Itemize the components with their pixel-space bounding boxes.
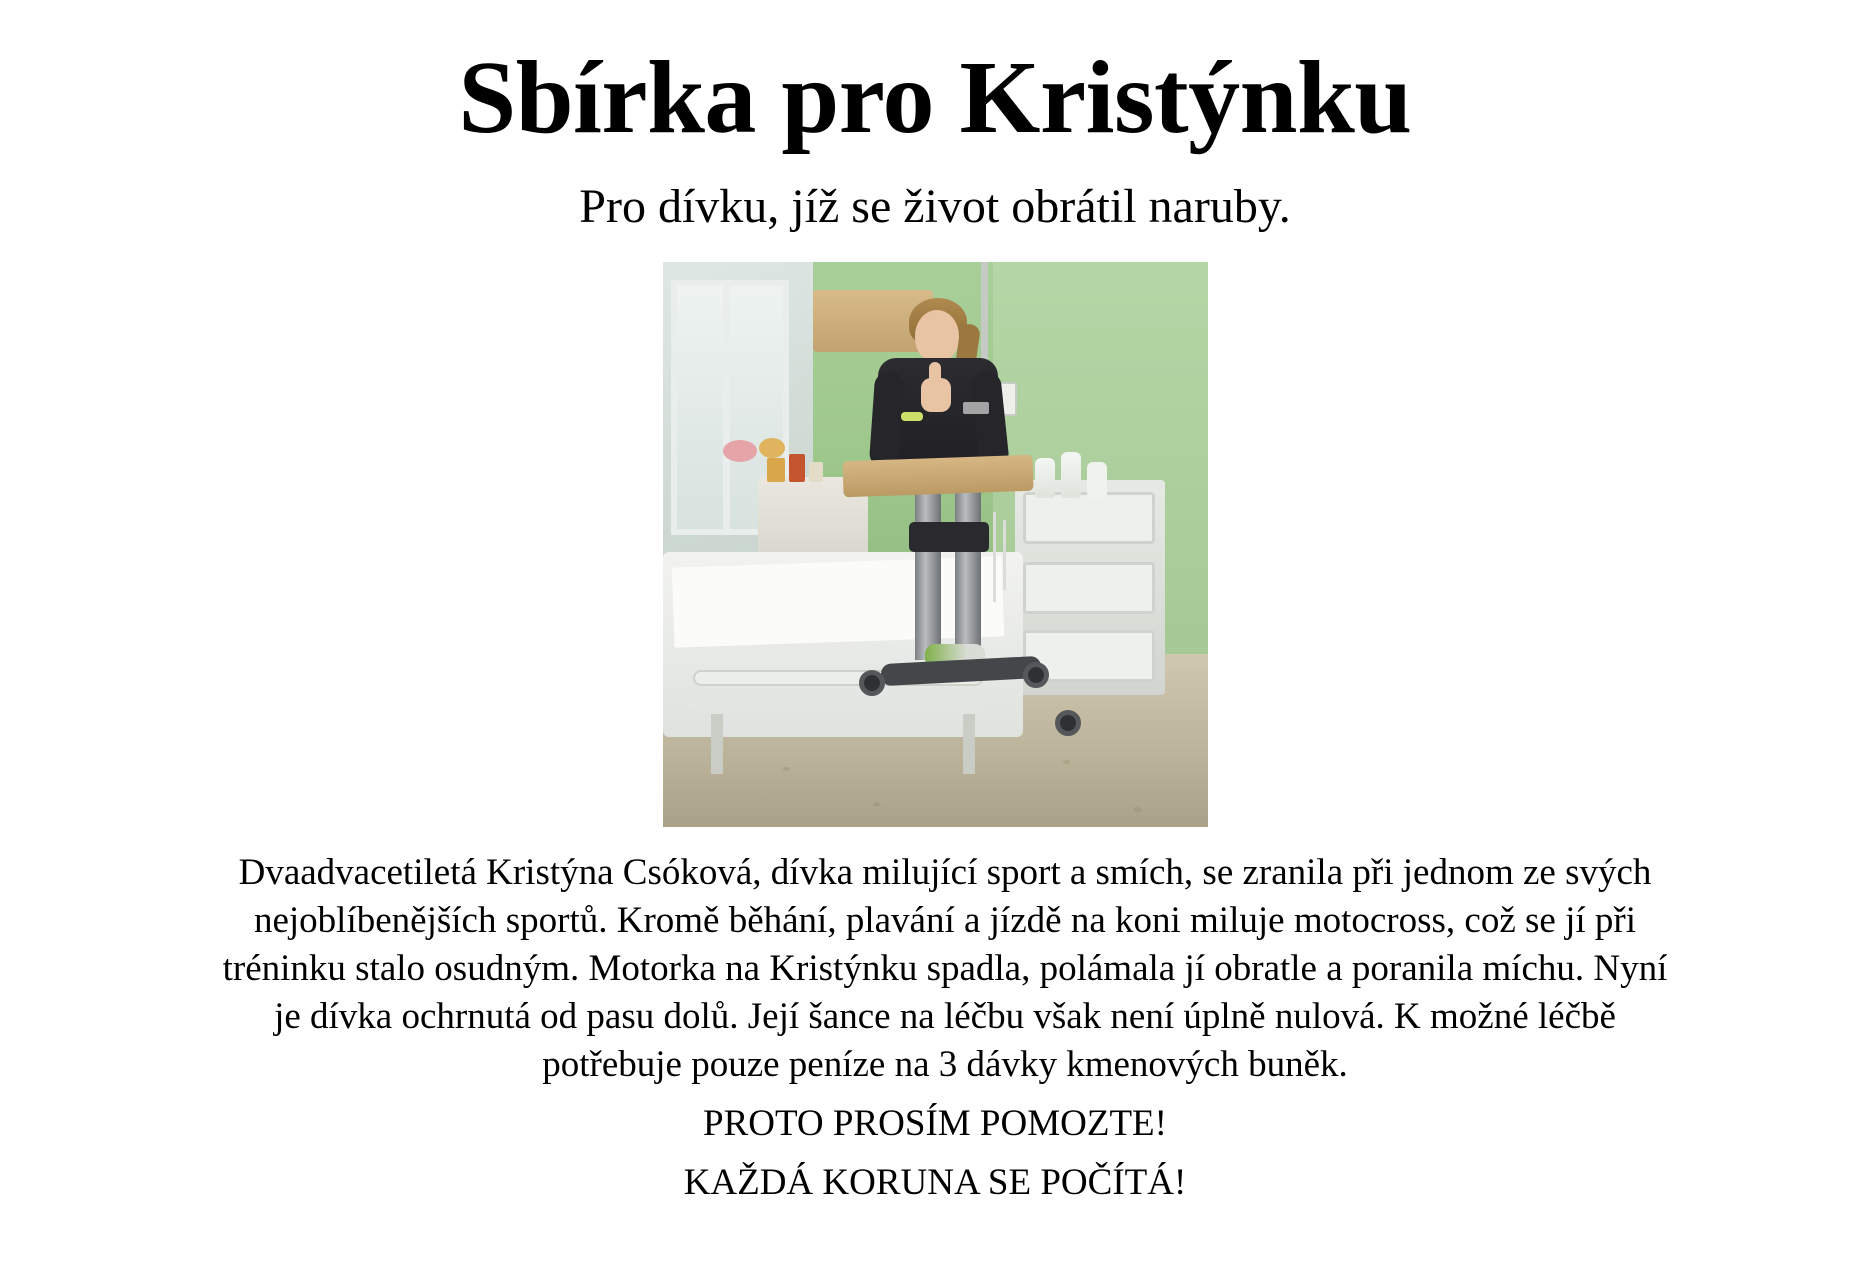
photo-stander-tray bbox=[842, 455, 1033, 498]
call-to-action-1: PROTO PROSÍM POMOZTE! bbox=[703, 1102, 1167, 1144]
photo-cable bbox=[993, 512, 996, 602]
photo-cabinet-item bbox=[723, 440, 757, 462]
photo-bed-leg bbox=[711, 714, 723, 774]
photo-window-frame bbox=[723, 280, 730, 535]
floor-speck bbox=[783, 767, 790, 771]
kristyna-photo bbox=[663, 262, 1208, 827]
photo-cabinet-item bbox=[759, 438, 785, 458]
floor-speck bbox=[873, 802, 881, 807]
photo-person-hand bbox=[921, 378, 951, 412]
page-subtitle: Pro dívku, jíž se život obrátil naruby. bbox=[579, 180, 1291, 234]
story-paragraph: Dvaadvacetiletá Kristýna Csóková, dívka milující sport a smích, se zranila při jednom ze svých nejoblíbenějších sportů. Kromě běhání, plavání a jízdě na koni miluje motocross, což se jí při tréninku stalo osudným. Motorka na Kristýnku spadla, polámala jí obratle a poranila míchu. Nyní je dívka ochrnutá od pasu dolů. Její šance na léčbu však není úplně nulová. K možné léčbě potřebuje pouze peníze na 3 dávky kmenových buněk. bbox=[222, 852, 1668, 1086]
photo-stander-column bbox=[915, 490, 941, 660]
photo-stander-pad bbox=[909, 522, 989, 552]
photo-cabinet-item bbox=[809, 462, 823, 482]
photo-wheel bbox=[1023, 662, 1049, 688]
photo-wheel bbox=[859, 670, 885, 696]
photo-bottle bbox=[1087, 462, 1107, 498]
floor-speck bbox=[1063, 760, 1070, 764]
photo-person-head bbox=[915, 310, 959, 362]
floor-speck bbox=[1133, 807, 1142, 812]
photo-person-arm bbox=[868, 371, 905, 469]
photo-wristband bbox=[901, 412, 923, 421]
photo-bed-leg bbox=[963, 714, 975, 774]
photo-shirt-logo bbox=[963, 402, 989, 414]
photo-stander-column bbox=[955, 490, 981, 660]
call-to-action-2: KAŽDÁ KORUNA SE POČÍTÁ! bbox=[683, 1161, 1187, 1203]
photo-bottle bbox=[1035, 458, 1055, 498]
photo-bed-rail bbox=[693, 700, 983, 712]
story-text bbox=[210, 849, 1680, 1089]
photo-wheel bbox=[1055, 710, 1081, 736]
photo-cabinet-item bbox=[789, 454, 805, 482]
photo-bottle bbox=[1061, 452, 1081, 498]
photo-basket bbox=[1023, 492, 1155, 544]
page-title: Sbírka pro Kristýnku bbox=[458, 40, 1412, 155]
photo-cable bbox=[1003, 520, 1006, 590]
photo-cabinet-item bbox=[767, 458, 785, 482]
photo-basket bbox=[1023, 562, 1155, 614]
